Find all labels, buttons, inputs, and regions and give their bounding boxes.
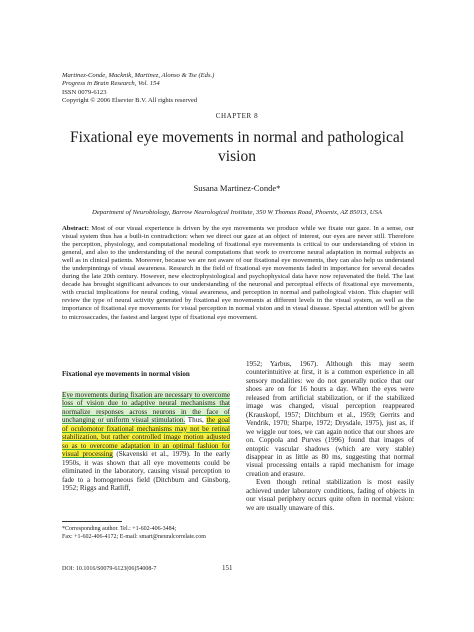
abstract-text: Most of our visual experience is driven by the eye movements we produce while we fixate our gaze. In a sense, our visual system thus has a built-in contradiction: when we direct our gaze at an object of interest, our eyes are never still. Therefore the perception, physiology, and computational modeling of fixational eye movements is critical to our understanding of vision in general, and also to the understanding of the neural computations that work to overcome neural adaptation in normal subjects as well as in clinical patients. Moreover, because we are not aware of our fixational eye movements, they can also help us understand the underpinnings of visual awareness. Research in the field of fixational eye movements faded in importance for several decades during the late 20th century. However, new electrophysiological and psychophysical data have now rejuvenated the field. The last decade has brought significant advances to our understanding of the neuronal and perceptual effects of fixational eye movements, with crucial implications for neural coding, visual awareness, and perception in normal and pathological vision. This chapter will review the type of neural activity generated by fixational eye movements at different levels in the visual system, as well as the importance of fixational eye movements for visual perception in normal vision and in visual disease. Special attention will be given to microsaccades, the fastest and largest type of fixational eye movement.: [62, 225, 414, 321]
issn-line: ISSN 0079-6123: [62, 88, 107, 96]
left-text-2: (Skavenski et al., 1979). In the early 1950s, it was shown that all eye movements could be eliminated in the laboratory, causing visual perception to fade to a homogeneous field (Ditchburn and Ginsborg, 1952; Riggs and Ratliff,: [62, 450, 230, 492]
left-column-paragraph: [62, 391, 230, 492]
chapter-label: CHAPTER 8: [215, 112, 259, 120]
abstract: [62, 225, 414, 322]
footnote: [62, 525, 230, 541]
section-heading: Fixational eye movements in normal vision: [62, 370, 190, 378]
page-number: 151: [222, 564, 233, 572]
journal-volume-line: Progress in Brain Research, Vol. 154: [62, 80, 160, 88]
right-paragraph-1: 1952; Yarbus, 1967). Although this may seem counterintuitive at first, it is a common experience in all sensory modalities: we do not generally notice that our shoes are on for 16 hours a day. When the eyes were released from artificial stabilization, or if the stabilized image was changed, visual perception reappeared (Krauskopf, 1957; Ditchburn et al., 1959; Gerrits and Vendrik, 1970; Sharpe, 1972; Drysdale, 1975), just as, if we wiggle our toes, we can again notice that our shoes are on. Coppola and Purves (1996) found that images of entoptic vascular shadows (which are very stable) disappear in as little as 80 ms, suggesting that normal visual processing entails a rapid mechanism for image creation and erasure.: [246, 360, 414, 478]
copyright-line: Copyright © 2006 Elsevier B.V. All rights reserved: [62, 96, 198, 104]
right-paragraph-2: Even though retinal stabilization is most easily achieved under laboratory conditions, fading of objects in our visual periphery occurs quite often in normal vision: we are usually unaware of this.: [246, 478, 414, 512]
doi: DOI: 10.1016/S0079-6123(06)54008-7: [62, 566, 157, 572]
yellow-highlighted-text: the goal of oculomotor fixational mechanisms may not be retinal stabilization, but rather controlled image motion adjusted so as to overcome adaptation in an optimal fashion for visual processing: [62, 416, 230, 459]
author-affiliation: Department of Neurobiology, Barrow Neurological Institute, 350 W Thomas Road, Phoenix, AZ 85013, USA: [91, 209, 383, 216]
footnote-divider: [62, 521, 122, 522]
footnote-line-2: Fax: +1-602-406-4172; E-mail: smart@neuralcorrelate.com: [62, 534, 206, 540]
publication-metadata: [62, 72, 214, 105]
right-column: [246, 360, 414, 512]
abstract-label: Abstract:: [62, 225, 89, 232]
editors-line: Martinez-Conde, Macknik, Martinez, Alonso & Tse (Eds.): [62, 72, 215, 79]
footnote-line-1: *Corresponding author. Tel.: +1-602-406-3484;: [62, 526, 177, 532]
author-name: Susana Martinez-Conde*: [193, 183, 281, 193]
left-text-1: Thus,: [185, 416, 207, 425]
paper-title: Fixational eye movements in normal and pathological vision: [69, 129, 405, 165]
green-highlighted-text: Eye movements during fixation are necessary to overcome loss of vision due to adaptive neural mechanisms that normalize responses across neurons in the face of unchanging or uniform visual stimulation.: [62, 391, 230, 425]
